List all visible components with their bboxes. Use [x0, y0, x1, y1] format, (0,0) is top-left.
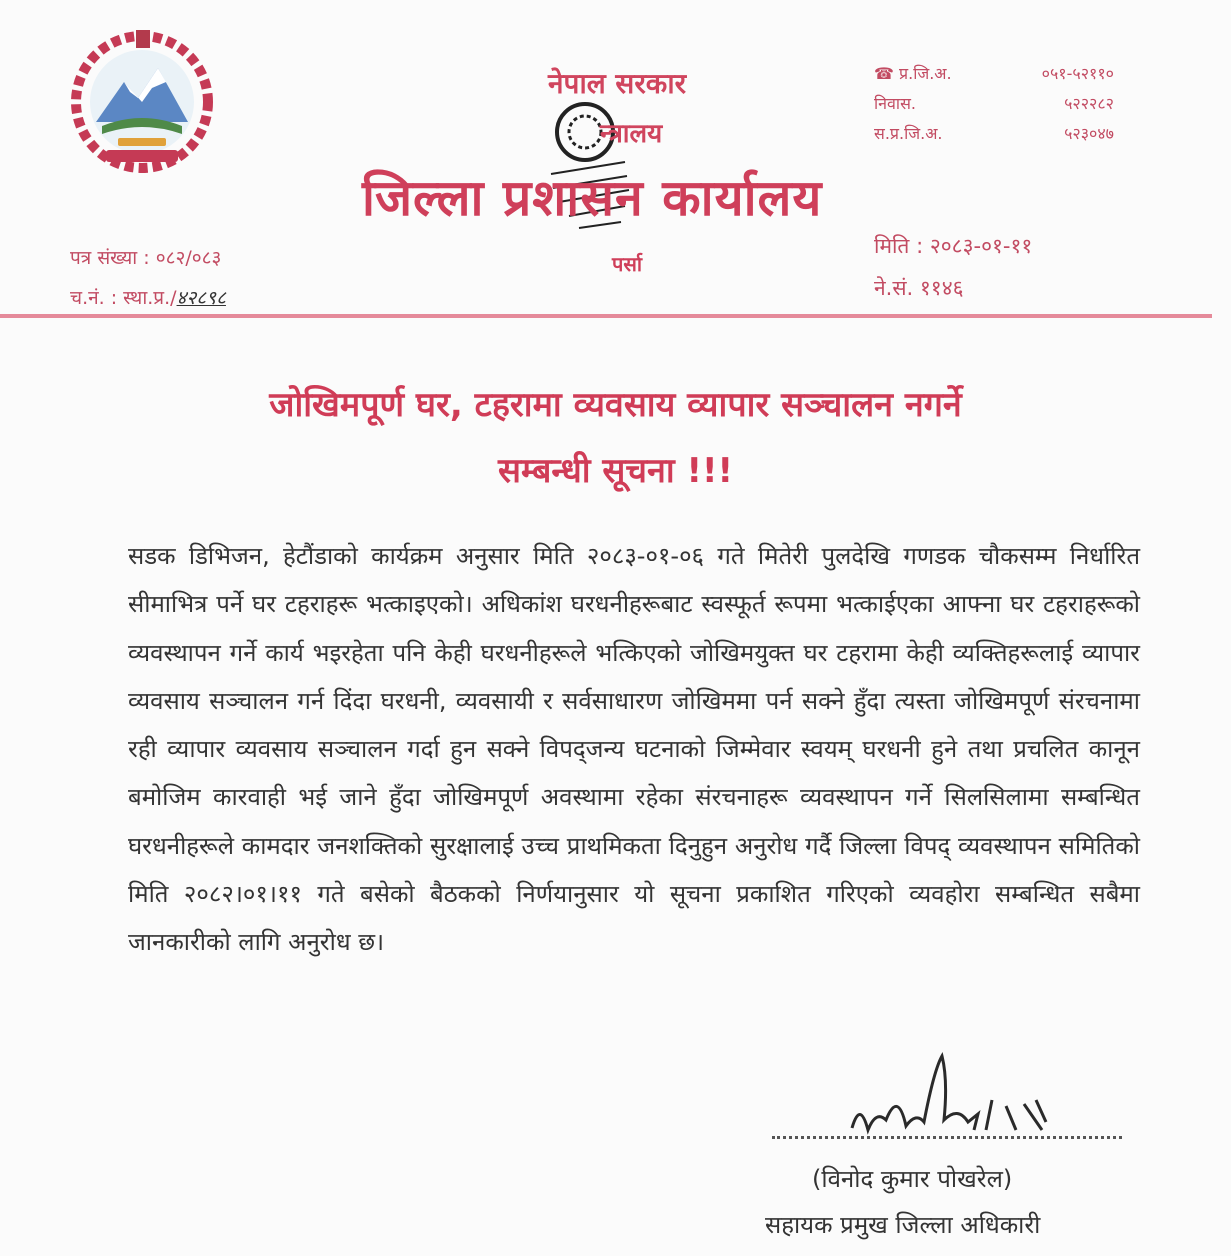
- contact-number: ५२२२८२: [1064, 94, 1114, 113]
- notice-title-line2: सम्बन्धी सूचना !!!: [497, 451, 734, 491]
- letter-ref-number: पत्र संख्या : ०८२/०८३: [70, 247, 222, 269]
- contact-label: निवास.: [874, 94, 916, 113]
- signatory-name: (विनोद कुमार पोखरेल): [812, 1165, 1013, 1193]
- office-heading: जिल्ला प्रशासन कार्यालय: [362, 169, 823, 227]
- signatory-designation: सहायक प्रमुख जिल्ला अधिकारी: [765, 1211, 1041, 1239]
- dispatch-label: च.नं. : स्था.प्र./: [70, 287, 177, 309]
- contact-label: ☎ प्र.जि.अ.: [874, 64, 952, 83]
- ministry-heading: न्त्रालय: [600, 119, 663, 149]
- nepal-sambat-date: ने.सं. ११४६: [874, 276, 964, 300]
- contact-row: [874, 92, 1114, 122]
- contact-number: ५२३०४७: [1064, 124, 1114, 143]
- dispatch-number: [70, 284, 226, 310]
- contact-row: [874, 62, 1114, 92]
- nepal-emblem-icon: [66, 22, 218, 174]
- signature-icon: [846, 1050, 1056, 1140]
- dispatch-handwritten: ४२८९८: [176, 287, 226, 309]
- district-name: पर्सा: [612, 252, 643, 276]
- header-divider: [0, 314, 1212, 318]
- contact-numbers: [874, 62, 1114, 152]
- government-heading: नेपाल सरकार: [548, 67, 687, 100]
- notice-title-line1: जोखिमपूर्ण घर, टहरामा व्यवसाय व्यापार सञ्चालन नगर्ने: [269, 385, 962, 425]
- letter-date: मिति : २०८३-०१-११: [874, 234, 1033, 258]
- contact-row: [874, 122, 1114, 152]
- contact-number: ०५१-५२११०: [1041, 64, 1114, 83]
- signature-line: [772, 1136, 1122, 1139]
- notice-body: सडक डिभिजन, हेटौंडाको कार्यक्रम अनुसार मिति २०८३-०१-०६ गते मितेरी पुलदेखि गणडक चौकसम्म निर्धारित सीमाभित्र पर्ने घर टहराहरू भत्काइएको। अधिकांश घरधनीहरूबाट स्वस्फूर्त रूपमा भत्काईएका आफ्ना घर टहराहरूको व्यवस्थापन गर्ने कार्य भइरहेता पनि केही घरधनीहरूले भत्किएको जोखिमयुक्त घर टहरामा केही व्यक्तिहरूलाई व्यापार व्यवसाय सञ्चालन गर्न दिंदा घरधनी, व्यवसायी र सर्वसाधारण जोखिममा पर्न सक्ने हुँदा त्यस्ता जोखिमपूर्ण संरचनामा रही व्यापार व्यवसाय सञ्चालन गर्दा हुन सक्ने विपद्जन्य घटनाको जिम्मेवार स्वयम् घरधनी हुने तथा प्रचलित कानून बमोजिम कारवाही भई जाने हुँदा जोखिमपूर्ण अवस्थामा रहेका संरचनाहरू व्यवस्थापन गर्ने सिलसिलामा सम्बन्धित घरधनीहरूले कामदार जनशक्तिको सुरक्षालाई उच्च प्राथमिकता दिनुहुन अनुरोध गर्दै जिल्ला विपद् व्यवस्थापन समितिको मिति २०८२।०१।११ गते बसेको बैठकको निर्णयानुसार यो सूचना प्रकाशित गरिएको व्यवहोरा सम्बन्धित सबैमा जानकारीको लागि अनुरोध छ।: [128, 542, 1140, 957]
- contact-label: स.प्र.जि.अ.: [874, 124, 943, 143]
